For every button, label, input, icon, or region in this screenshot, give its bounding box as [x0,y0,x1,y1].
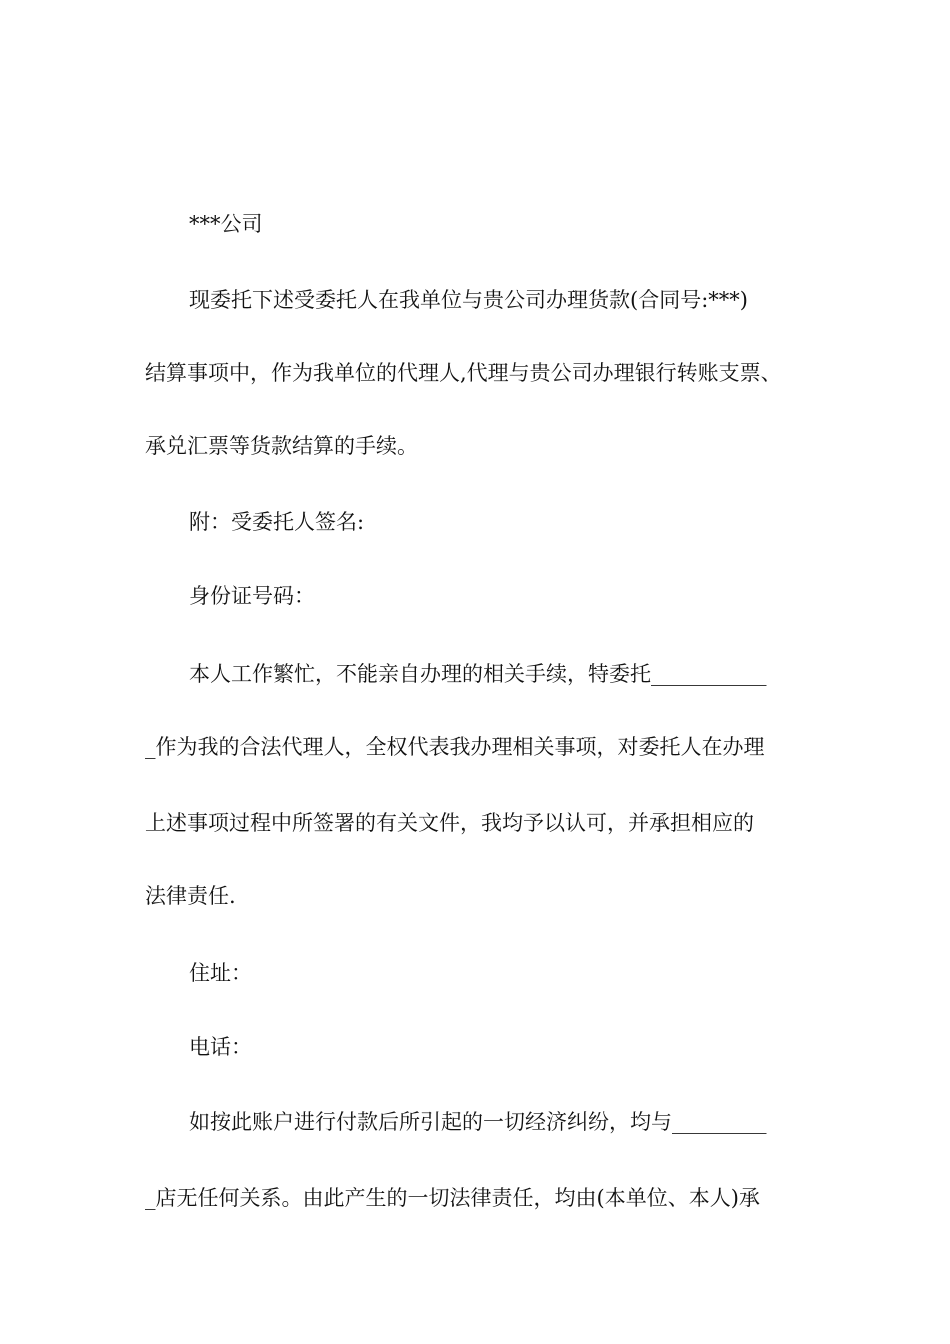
paragraph-line: 上述事项过程中所签署的有关文件，我均予以认可，并承担相应的 [145,811,754,835]
paragraph-line: _作为我的合法代理人，全权代表我办理相关事项，对委托人在办理 [145,735,765,759]
paragraph-line: 法律责任. [145,884,236,908]
paragraph-line: 承兑汇票等货款结算的手续。 [145,434,418,458]
paragraph-line: 结算事项中，作为我单位的代理人,代理与贵公司办理银行转账支票、 [145,361,782,385]
paragraph-line: _店无任何关系。由此产生的一切法律责任，均由(本单位、本人)承 [145,1186,760,1210]
paragraph-line: 本人工作繁忙，不能亲自办理的相关手续，特委托___________ [189,662,767,686]
id-number-label: 身份证号码： [189,584,315,608]
paragraph-line: 现委托下述受委托人在我单位与贵公司办理货款(合同号:***) [189,288,748,312]
phone-label: 电话： [189,1035,252,1059]
recipient-company: ***公司 [189,212,263,236]
address-label: 住址： [189,961,252,985]
signature-label: 附：受委托人签名: [189,510,365,534]
paragraph-line: 如按此账户进行付款后所引起的一切经济纠纷，均与_________ [189,1110,767,1134]
